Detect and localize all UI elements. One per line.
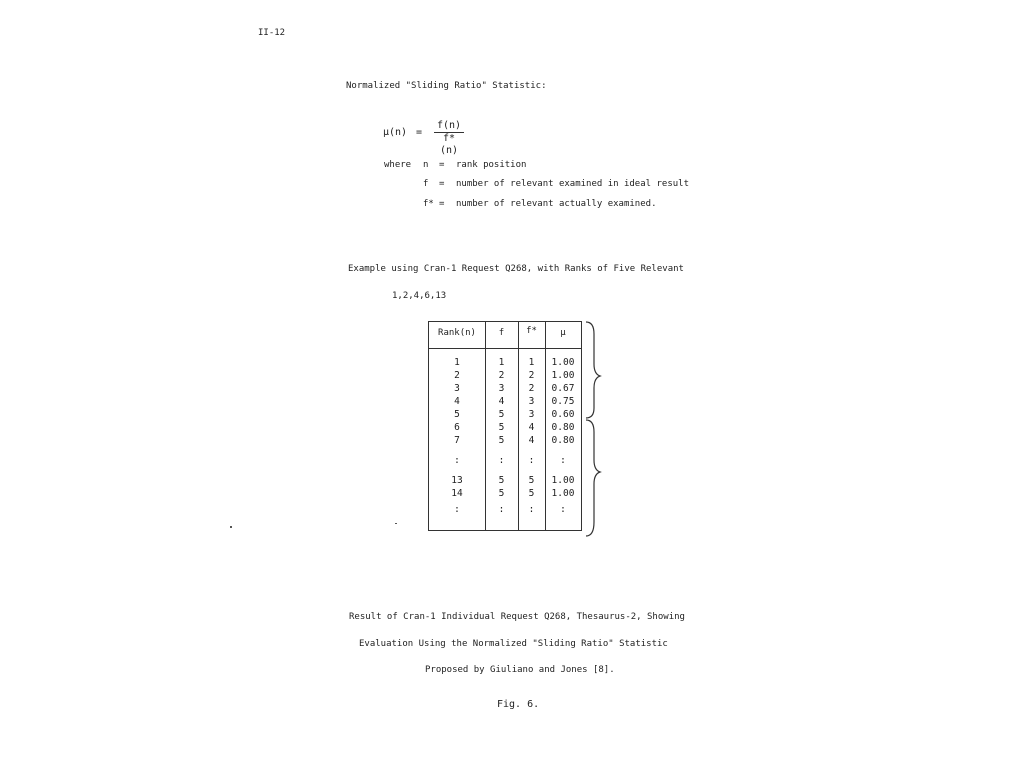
- formula-equals: =: [416, 127, 423, 138]
- table-cell: 5: [498, 435, 505, 446]
- table-cell: 0.75: [551, 396, 575, 407]
- scan-mark: [230, 526, 232, 528]
- table-cell: 1.00: [551, 475, 575, 486]
- header-rank: Rank(n): [438, 328, 476, 338]
- definition-symbol-f: f: [423, 179, 429, 189]
- column-mu: [545, 356, 581, 520]
- column-fstar: [518, 356, 545, 520]
- definition-prefix: where: [384, 160, 412, 170]
- table-cell: :: [498, 455, 505, 466]
- table-cell: 3: [498, 383, 505, 394]
- table-cell: 1.00: [551, 357, 575, 368]
- formula-fraction: [434, 120, 464, 157]
- page-number: II-12: [258, 28, 286, 38]
- header-fstar: f*: [526, 326, 537, 336]
- formula-denominator: f*(n): [439, 133, 459, 156]
- scan-mark: [395, 523, 397, 524]
- table-cell: 4: [528, 422, 535, 433]
- definition-eq: =: [439, 179, 445, 189]
- table-cell: :: [528, 504, 535, 515]
- table-cell: 1: [498, 357, 505, 368]
- section-heading: Normalized "Sliding Ratio" Statistic:: [346, 81, 547, 91]
- table-cell: 2: [528, 370, 535, 381]
- table-cell: 1: [528, 357, 535, 368]
- table-cell: 0.67: [551, 383, 575, 394]
- table-cell: 5: [498, 409, 505, 420]
- table-cell: 1.00: [551, 488, 575, 499]
- table-cell: 7: [454, 435, 460, 446]
- table-cell: 0.80: [551, 435, 575, 446]
- table-cell: :: [528, 455, 535, 466]
- table-cell: 2: [528, 383, 535, 394]
- header-f: f: [498, 328, 505, 338]
- table-cell: 5: [498, 488, 505, 499]
- figure-label: Fig. 6.: [497, 699, 540, 710]
- table-cell: :: [454, 504, 460, 515]
- table-cell: 13: [451, 475, 463, 486]
- table-cell: 5: [528, 488, 535, 499]
- table-cell: 3: [528, 396, 535, 407]
- definition-eq: =: [439, 160, 445, 170]
- definition-text-fstar: number of relevant actually examined.: [456, 199, 657, 209]
- formula-lhs: μ(n): [383, 127, 408, 138]
- definition-text-f: number of relevant examined in ideal result: [456, 179, 689, 189]
- table-cell: 6: [454, 422, 460, 433]
- table-cell: 5: [498, 475, 505, 486]
- table-cell: 2: [498, 370, 505, 381]
- table-cell: 14: [451, 488, 463, 499]
- formula-numerator: f(n): [434, 120, 464, 133]
- table-cell: 5: [498, 422, 505, 433]
- definition-eq: =: [439, 199, 445, 209]
- table-cell: 4: [528, 435, 535, 446]
- column-rank: [429, 356, 485, 520]
- caption-line-3: Proposed by Giuliano and Jones [8].: [425, 665, 615, 675]
- table-cell: :: [560, 455, 566, 466]
- table-cell: 4: [498, 396, 505, 407]
- table-cell: 0.60: [551, 409, 575, 420]
- caption-line-2: Evaluation Using the Normalized "Sliding Ratio" Statistic: [359, 639, 668, 649]
- example-line: Example using Cran-1 Request Q268, with Ranks of Five Relevant: [348, 264, 684, 274]
- table-cell: :: [454, 455, 460, 466]
- brace-icon: [584, 320, 604, 540]
- table-cell: 1: [454, 357, 460, 368]
- table-cell: 0.80: [551, 422, 575, 433]
- header-divider: [429, 348, 581, 349]
- column-f: [485, 356, 518, 520]
- ranks-line: 1,2,4,6,13: [392, 291, 447, 301]
- table-cell: :: [560, 504, 566, 515]
- definition-symbol-n: n: [423, 160, 429, 170]
- table-cell: 4: [454, 396, 460, 407]
- table-cell: 1.00: [551, 370, 575, 381]
- definition-text-n: rank position: [456, 160, 527, 170]
- table-cell: :: [498, 504, 505, 515]
- header-mu: μ: [560, 328, 566, 338]
- table-cell: 2: [454, 370, 460, 381]
- definition-symbol-fstar: f*: [423, 199, 434, 209]
- table-cell: 3: [528, 409, 535, 420]
- ratio-table: [428, 321, 582, 531]
- caption-line-1: Result of Cran-1 Individual Request Q268, Thesaurus-2, Showing: [349, 612, 685, 622]
- table-cell: 3: [454, 383, 460, 394]
- table-cell: 5: [454, 409, 460, 420]
- table-cell: 5: [528, 475, 535, 486]
